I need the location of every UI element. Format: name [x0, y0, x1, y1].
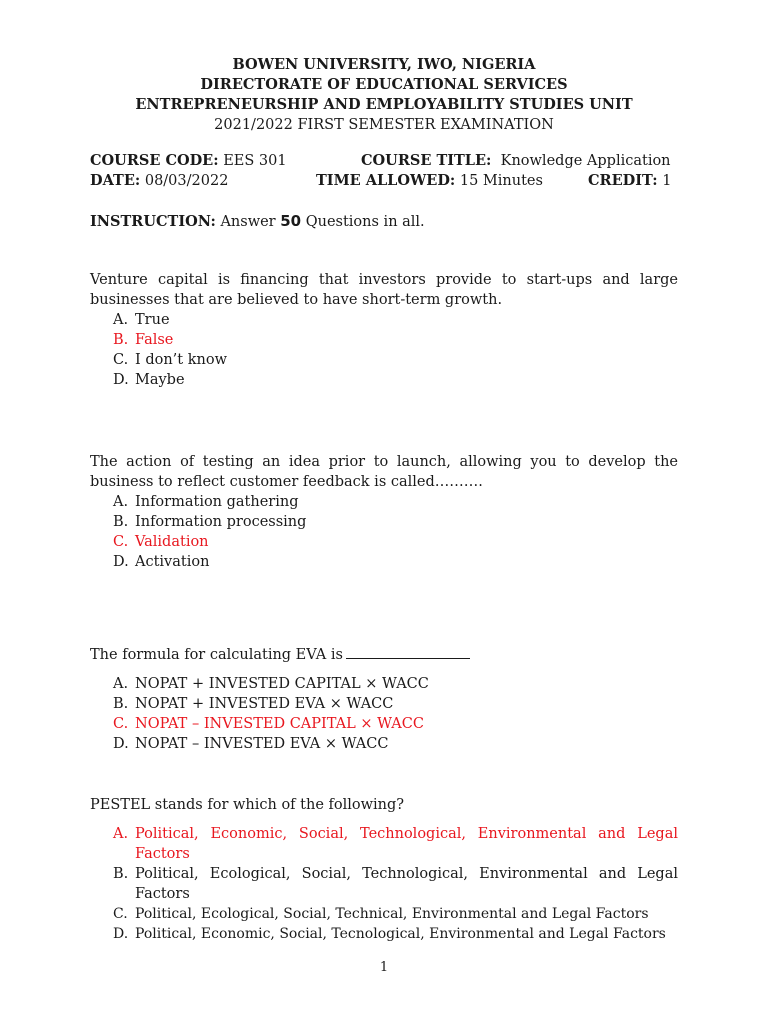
exam-date [90, 171, 228, 191]
question-4 [90, 795, 678, 944]
time-value: 15 Minutes [459, 173, 543, 189]
option-d[interactable] [90, 924, 678, 944]
question-2 [90, 452, 678, 572]
option-letter: A. [113, 312, 129, 328]
option-letter: D. [113, 736, 129, 752]
course-code-label: COURSE CODE: [90, 152, 219, 169]
option-text: Political, Economic, Social, Technological, Environmental and Legal Factors [135, 826, 678, 862]
question-stem: Venture capital is financing that investors provide to start-ups and large businesses that are believed to have short-term growth. [90, 272, 678, 308]
question-stem: The action of testing an idea prior to launch, allowing you to develop the business to reflect customer feedback is called………. [90, 454, 678, 490]
option-text: NOPAT – INVESTED EVA × WACC [135, 736, 389, 752]
option-d[interactable] [90, 552, 678, 572]
option-a[interactable] [90, 492, 678, 512]
option-letter: C. [113, 906, 128, 922]
option-b[interactable] [90, 694, 678, 714]
option-b-correct[interactable] [90, 330, 678, 350]
option-text: Information processing [135, 514, 307, 530]
question-stem: PESTEL stands for which of the following? [90, 797, 405, 813]
question-stem [90, 644, 678, 665]
option-a[interactable] [90, 674, 678, 694]
course-title-label: COURSE TITLE: [361, 152, 492, 169]
option-text: Political, Economic, Social, Tecnological, Environmental and Legal Factors [135, 926, 666, 942]
university-name: BOWEN UNIVERSITY, IWO, NIGERIA [232, 56, 536, 73]
course-title [361, 151, 671, 171]
option-text: I don’t know [135, 352, 227, 368]
option-b[interactable] [90, 512, 678, 532]
course-code [90, 151, 287, 171]
option-text: NOPAT + INVESTED CAPITAL × WACC [135, 676, 429, 692]
option-text: NOPAT + INVESTED EVA × WACC [135, 696, 394, 712]
option-text: True [135, 312, 170, 328]
course-code-value: EES 301 [223, 153, 287, 169]
option-a[interactable] [90, 310, 678, 330]
option-letter: D. [113, 926, 129, 942]
page-number: 1 [379, 960, 389, 975]
option-letter: A. [113, 676, 129, 692]
option-d[interactable] [90, 734, 678, 754]
option-text: False [135, 332, 174, 348]
course-row-1 [90, 151, 690, 171]
option-letter: B. [113, 696, 129, 712]
option-c[interactable] [90, 904, 678, 924]
option-letter: B. [113, 332, 129, 348]
instruction-pre: Answer [220, 214, 276, 230]
option-letter: B. [113, 866, 129, 882]
option-b[interactable] [90, 864, 678, 904]
instruction [90, 211, 425, 232]
date-label: DATE: [90, 172, 141, 189]
answer-blank [346, 644, 470, 659]
option-a-correct[interactable] [90, 824, 678, 864]
option-letter: D. [113, 554, 129, 570]
question-3 [90, 644, 678, 754]
credit-label: CREDIT: [588, 172, 658, 189]
question-count: 50 [280, 212, 302, 230]
credit-value: 1 [662, 173, 672, 189]
option-letter: C. [113, 534, 129, 550]
instruction-post: Questions in all. [305, 214, 425, 230]
instruction-label: INSTRUCTION: [90, 213, 216, 230]
course-row-2 [90, 171, 690, 191]
option-text: Information gathering [135, 494, 299, 510]
question-stem-text: The formula for calculating EVA is [90, 647, 343, 663]
option-letter: A. [113, 494, 129, 510]
document-header [0, 55, 768, 135]
option-letter: A. [113, 826, 129, 842]
option-text: Political, Ecological, Social, Technical, Environmental and Legal Factors [135, 906, 649, 922]
option-d[interactable] [90, 370, 678, 390]
option-text: Validation [135, 534, 209, 550]
option-letter: B. [113, 514, 129, 530]
course-title-value: Knowledge Application [500, 153, 671, 169]
directorate-name: DIRECTORATE OF EDUCATIONAL SERVICES [200, 76, 568, 93]
option-letter: D. [113, 372, 129, 388]
exam-title: 2021/2022 FIRST SEMESTER EXAMINATION [214, 117, 554, 133]
option-c-correct[interactable] [90, 532, 678, 552]
time-label: TIME ALLOWED: [316, 172, 456, 189]
date-value: 08/03/2022 [144, 173, 229, 189]
option-text: NOPAT – INVESTED CAPITAL × WACC [135, 716, 424, 732]
option-letter: C. [113, 716, 129, 732]
option-text: Activation [135, 554, 210, 570]
unit-name: ENTREPRENEURSHIP AND EMPLOYABILITY STUDIES UNIT [135, 96, 633, 113]
option-letter: C. [113, 352, 129, 368]
option-c-correct[interactable] [90, 714, 678, 734]
credit [588, 171, 671, 191]
option-text: Political, Ecological, Social, Technological, Environmental and Legal Factors [135, 866, 678, 902]
time-allowed [316, 171, 543, 191]
option-c[interactable] [90, 350, 678, 370]
question-1 [90, 270, 678, 390]
option-text: Maybe [135, 372, 185, 388]
